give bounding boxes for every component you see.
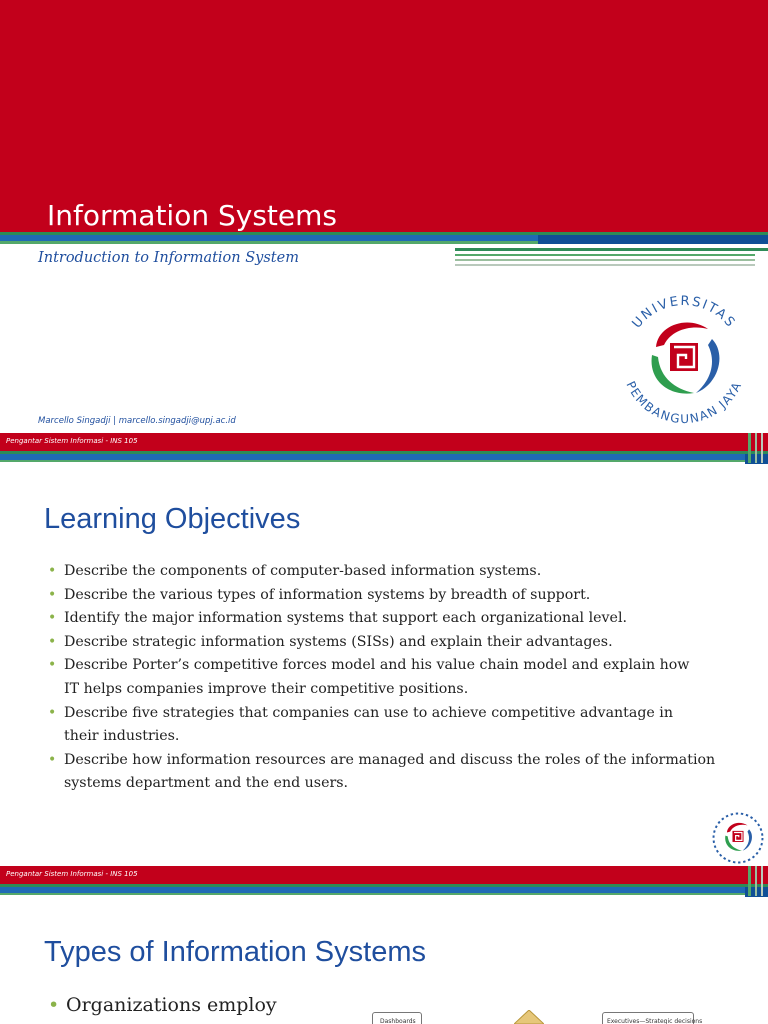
stripe-right-1 bbox=[748, 866, 751, 896]
logo-bottom-text: PEMBANGUNAN JAYA bbox=[623, 378, 745, 427]
slide-subtitle: Introduction to Information System bbox=[38, 250, 299, 266]
slide-title: Information Systems bbox=[47, 199, 337, 232]
list-item: • Describe five strategies that companies can use to achieve competitive advantage in their industries. bbox=[46, 702, 674, 749]
diagram-left-label: Dashboards bbox=[380, 1018, 416, 1024]
title-band bbox=[0, 0, 768, 232]
author-line: Marcello Singadji | marcello.singadji@upj.ac.id bbox=[38, 416, 236, 426]
objectives-slide bbox=[0, 433, 768, 866]
stripe-green-2 bbox=[0, 241, 538, 244]
slide-heading: Learning Objectives bbox=[44, 503, 301, 535]
title-slide bbox=[0, 0, 768, 433]
stripe-right-2 bbox=[755, 866, 757, 896]
stripe-right-3 bbox=[761, 866, 763, 896]
stripe-green-thin bbox=[0, 893, 745, 895]
stripe-green-4 bbox=[455, 254, 755, 256]
stripe-grey-2 bbox=[455, 264, 755, 266]
objectives-list bbox=[46, 560, 746, 796]
stripe-blue-dark bbox=[538, 235, 768, 244]
types-slide bbox=[0, 866, 768, 1024]
slide-heading: Types of Information Systems bbox=[44, 936, 426, 968]
university-logo bbox=[608, 285, 760, 433]
list-item: • Describe Porter’s competitive forces model and his value chain model and explain how IT helps companies improve their competitive positions. bbox=[46, 654, 704, 701]
stripe-right-1 bbox=[748, 433, 751, 463]
list-item: • Organizations employ bbox=[46, 992, 366, 1018]
svg-text:PEMBANGUNAN JAYA bbox=[623, 379, 744, 426]
list-item: • Describe the components of computer-based information systems. bbox=[46, 560, 746, 584]
list-item: • Describe how information resources are managed and discuss the roles of the information systems department and the end users. bbox=[46, 749, 734, 796]
list-item: • Identify the major information systems that support each organizational level. bbox=[46, 607, 684, 631]
diagram-right-label: Executives—Strategic decisions bbox=[607, 1018, 703, 1024]
list-item: • Describe strategic information systems (SISs) and explain their advantages. bbox=[46, 631, 746, 655]
stripe-right-2 bbox=[755, 433, 757, 463]
footer-course: Pengantar Sistem Informasi - INS 105 bbox=[6, 437, 138, 445]
types-list bbox=[46, 992, 366, 1018]
footer-course: Pengantar Sistem Informasi - INS 105 bbox=[6, 870, 138, 878]
stripe-green-3 bbox=[455, 248, 768, 251]
stripe-green-thin bbox=[0, 460, 745, 462]
stripe-right-3 bbox=[761, 433, 763, 463]
university-logo-small bbox=[708, 808, 768, 866]
logo-top-text: UNIVERSITAS bbox=[629, 293, 739, 332]
pyramid-top bbox=[514, 1010, 544, 1024]
stripe-grey-1 bbox=[455, 259, 755, 261]
list-item: • Describe the various types of information systems by breadth of support. bbox=[46, 584, 746, 608]
